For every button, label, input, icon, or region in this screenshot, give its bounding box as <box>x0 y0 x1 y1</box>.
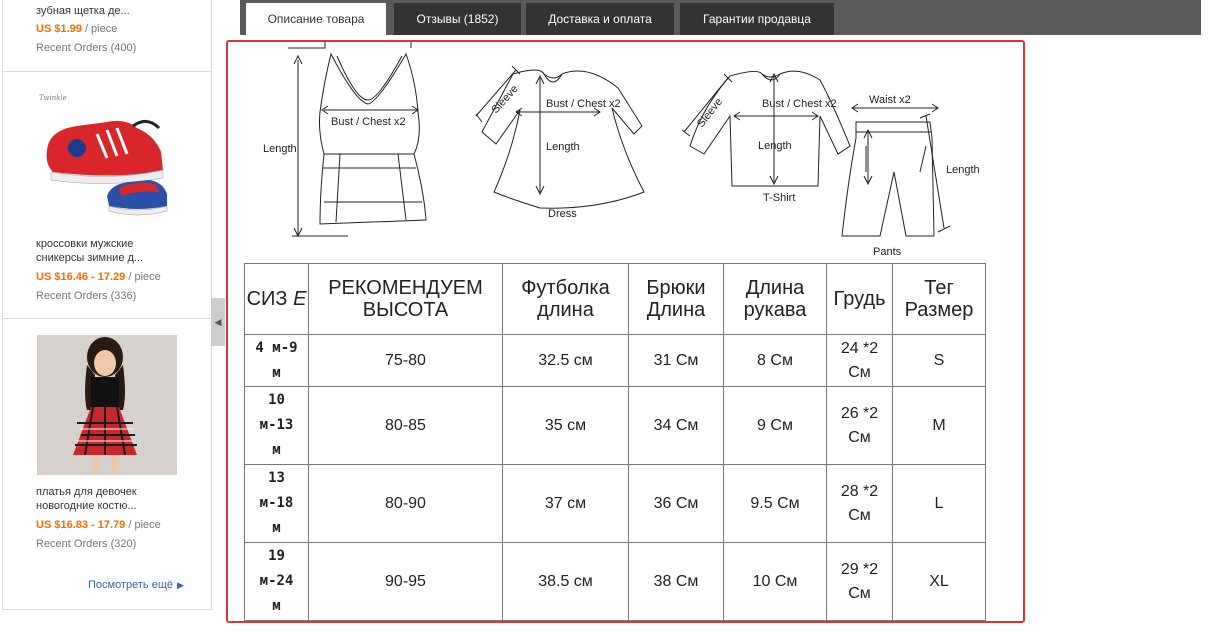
tshirt-length-label: Length <box>758 140 792 152</box>
vest-length-label: Length <box>263 143 297 155</box>
cell-tag-size: XL <box>893 543 986 621</box>
size-chart-table <box>244 263 986 623</box>
cell-chest <box>827 621 893 624</box>
product-orders: Recent Orders (336) <box>36 290 137 302</box>
tshirt-bust-label: Bust / Chest x2 <box>762 98 837 110</box>
cell-size: 4 м-9 м <box>245 335 309 387</box>
table-header-row <box>245 264 986 335</box>
cell-pants-length: 31 См <box>629 335 724 387</box>
product-image-sneakers[interactable] <box>37 88 177 228</box>
cell-tag-size: S <box>893 335 986 387</box>
product-description-content <box>226 40 1025 623</box>
product-card-sneakers[interactable] <box>2 71 212 319</box>
product-price: US $1.99 / piece <box>36 23 118 35</box>
see-more-link[interactable]: Посмотреть ещё ▶ <box>88 579 184 591</box>
table-row <box>245 335 986 387</box>
product-orders: Recent Orders (320) <box>36 538 137 550</box>
col-header-size: СИЗ Е <box>245 264 309 335</box>
cell-tag-size <box>893 621 986 624</box>
cell-pants-length: 38 См <box>629 543 724 621</box>
vest-bust-label: Bust / Chest x2 <box>331 116 406 128</box>
cell-chest: 29 *2 См <box>827 543 893 621</box>
cell-size: 13 м-18 м <box>245 465 309 543</box>
product-price: US $16.46 - 17.29 / piece <box>36 271 161 283</box>
cell-size <box>245 621 309 624</box>
dress-sleeve-label: Sleeve <box>489 82 521 117</box>
col-header-chest: Грудь <box>827 264 893 335</box>
product-title[interactable]: сникерсы зимние д... <box>36 252 144 264</box>
cell-tshirt-length: 32.5 см <box>503 335 629 387</box>
recommended-products-sidebar <box>2 0 210 636</box>
pants-name-label: Pants <box>873 246 902 258</box>
cell-pants-length <box>629 621 724 624</box>
table-row <box>245 465 986 543</box>
tshirt-name-label: T-Shirt <box>763 192 796 204</box>
cell-height: 80-85 <box>309 387 503 465</box>
col-header-pants-length: Брюки Длина <box>629 264 724 335</box>
tab-reviews[interactable]: Отзывы (1852) <box>394 3 521 35</box>
cell-chest: 28 *2 См <box>827 465 893 543</box>
cell-sleeve-length: 9.5 См <box>724 465 827 543</box>
cell-sleeve-length: 10 См <box>724 543 827 621</box>
tab-seller-guarantee[interactable]: Гарантии продавца <box>680 3 834 35</box>
pants-waist-label: Waist x2 <box>869 94 911 106</box>
cell-tshirt-length: 35 см <box>503 387 629 465</box>
cell-tshirt-length: 37 см <box>503 465 629 543</box>
dress-length-label: Length <box>546 141 580 153</box>
product-tabs-bar <box>240 0 1201 35</box>
cell-chest: 26 *2 См <box>827 387 893 465</box>
garment-measurement-diagram <box>228 42 1023 264</box>
sidebar-collapse-button[interactable] <box>211 298 225 346</box>
dress-bust-label: Bust / Chest x2 <box>546 98 621 110</box>
col-header-height: РЕКОМЕНДУЕМ ВЫСОТА <box>309 264 503 335</box>
cell-size: 19 м-24 м <box>245 543 309 621</box>
product-orders: Recent Orders (400) <box>36 42 137 54</box>
table-row <box>245 387 986 465</box>
cell-chest: 24 *2 См <box>827 335 893 387</box>
product-title[interactable]: новогодние костю... <box>36 500 137 512</box>
cell-tag-size: L <box>893 465 986 543</box>
cell-pants-length: 34 См <box>629 387 724 465</box>
tshirt-sleeve-label: Sleeve <box>694 95 726 130</box>
brand-logo: Twinkle <box>39 94 67 102</box>
table-row <box>245 543 986 621</box>
cell-height <box>309 621 503 624</box>
chevron-left-icon: ◀ <box>214 317 222 327</box>
cell-tshirt-length: 38.5 см <box>503 543 629 621</box>
col-header-sleeve-length: Длина рукава <box>724 264 827 335</box>
cell-sleeve-length: 9 См <box>724 387 827 465</box>
product-image-dress[interactable] <box>37 335 177 475</box>
cell-height: 80-90 <box>309 465 503 543</box>
product-price: US $16.83 - 17.79 / piece <box>36 519 161 531</box>
pants-length-label: Length <box>946 164 980 176</box>
product-card-dress[interactable] <box>2 318 212 610</box>
cell-sleeve-length: 8 См <box>724 335 827 387</box>
product-title-line1[interactable]: кроссовки мужские <box>36 238 134 250</box>
chevron-right-icon: ▶ <box>176 580 184 590</box>
col-header-tshirt-length: Футболка длина <box>503 264 629 335</box>
product-card-toothbrush[interactable] <box>2 0 212 71</box>
tab-shipping[interactable]: Доставка и оплата <box>526 3 674 35</box>
table-row <box>245 621 986 624</box>
cell-sleeve-length <box>724 621 827 624</box>
cell-height: 75-80 <box>309 335 503 387</box>
cell-height: 90-95 <box>309 543 503 621</box>
cell-tag-size: M <box>893 387 986 465</box>
cell-pants-length: 36 См <box>629 465 724 543</box>
col-header-tag-size: Тег Размер <box>893 264 986 335</box>
product-title[interactable]: зубная щетка де... <box>36 5 130 17</box>
dress-name-label: Dress <box>548 208 577 220</box>
cell-size: 10 м-13 м <box>245 387 309 465</box>
product-title-line1[interactable]: платья для девочек <box>36 486 137 498</box>
tab-description[interactable]: Описание товара <box>246 3 386 35</box>
cell-tshirt-length <box>503 621 629 624</box>
